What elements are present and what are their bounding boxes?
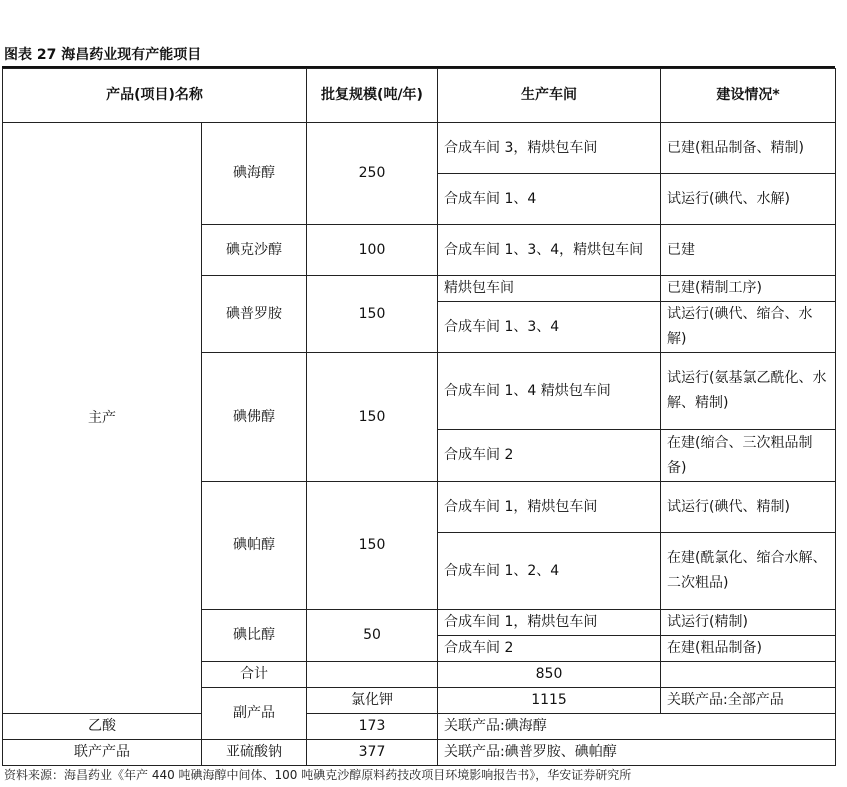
product-name: 碘佛醇 bbox=[202, 353, 307, 482]
status-cell: 在建(粗品制备) bbox=[661, 636, 836, 662]
status-cell: 试运行(碘代、水解) bbox=[661, 174, 836, 225]
workshop-cell: 合成车间 2 bbox=[438, 430, 661, 482]
product-scale: 250 bbox=[307, 123, 438, 225]
product-scale: 377 bbox=[307, 740, 438, 766]
product-scale: 150 bbox=[307, 353, 438, 482]
figure-title: 图表 27 海昌药业现有产能项目 bbox=[4, 47, 202, 63]
status-cell: 已建(粗品制备、精制) bbox=[661, 123, 836, 174]
product-scale: 150 bbox=[307, 482, 438, 610]
status-cell: 在建(酰氯化、缩合水解、二次粗品) bbox=[661, 533, 836, 610]
status-cell: 试运行(氨基氯乙酰化、水解、精制) bbox=[661, 353, 836, 430]
product-name: 乙酸 bbox=[3, 714, 202, 740]
category-coproduct: 联产产品 bbox=[3, 740, 202, 766]
status-cell: 试运行(碘代、精制) bbox=[661, 482, 836, 533]
product-name: 氯化钾 bbox=[307, 688, 438, 714]
table-row bbox=[3, 714, 836, 740]
related-product-note: 关联产品:碘普罗胺、碘帕醇 bbox=[438, 740, 836, 766]
header-workshop: 生产车间 bbox=[438, 69, 661, 123]
product-scale: 1115 bbox=[438, 688, 661, 714]
product-scale: 50 bbox=[307, 610, 438, 662]
workshop-cell: 合成车间 1，精烘包车间 bbox=[438, 482, 661, 533]
product-name: 碘比醇 bbox=[202, 610, 307, 662]
related-product-note: 关联产品:全部产品 bbox=[661, 688, 836, 714]
workshop-cell: 合成车间 1，精烘包车间 bbox=[438, 610, 661, 636]
product-name: 碘帕醇 bbox=[202, 482, 307, 610]
related-product-note: 关联产品:碘海醇 bbox=[438, 714, 836, 740]
header-scale: 批复规模(吨/年) bbox=[307, 69, 438, 123]
workshop-cell: 合成车间 1、4 bbox=[438, 174, 661, 225]
table-row bbox=[3, 123, 836, 174]
workshop-cell: 合成车间 3，精烘包车间 bbox=[438, 123, 661, 174]
total-label: 合计 bbox=[202, 662, 307, 688]
capacity-table bbox=[2, 68, 836, 766]
table-row bbox=[3, 740, 836, 766]
workshop-cell: 合成车间 1、3、4 bbox=[438, 302, 661, 353]
product-scale: 173 bbox=[307, 714, 438, 740]
header-row bbox=[3, 69, 836, 123]
empty-cell bbox=[661, 662, 836, 688]
header-status: 建设情况* bbox=[661, 69, 836, 123]
workshop-cell: 合成车间 2 bbox=[438, 636, 661, 662]
workshop-cell: 合成车间 1、3、4，精烘包车间 bbox=[438, 225, 661, 276]
product-scale: 100 bbox=[307, 225, 438, 276]
empty-cell bbox=[307, 662, 438, 688]
header-product: 产品(项目)名称 bbox=[3, 69, 307, 123]
status-cell: 试运行(精制) bbox=[661, 610, 836, 636]
status-cell: 试运行(碘代、缩合、水解) bbox=[661, 302, 836, 353]
workshop-cell: 合成车间 1、2、4 bbox=[438, 533, 661, 610]
status-cell: 在建(缩合、三次粗品制备) bbox=[661, 430, 836, 482]
product-name: 碘克沙醇 bbox=[202, 225, 307, 276]
total-scale: 850 bbox=[438, 662, 661, 688]
category-main: 主产 bbox=[3, 123, 202, 714]
workshop-cell: 精烘包车间 bbox=[438, 276, 661, 302]
product-name: 碘普罗胺 bbox=[202, 276, 307, 353]
product-scale: 150 bbox=[307, 276, 438, 353]
product-name: 碘海醇 bbox=[202, 123, 307, 225]
product-name: 亚硫酸钠 bbox=[202, 740, 307, 766]
workshop-cell: 合成车间 1、4 精烘包车间 bbox=[438, 353, 661, 430]
source-note: 资料来源：海昌药业《年产 440 吨碘海醇中间体、100 吨碘克沙醇原料药技改项目环境影响报告书》，华安证券研究所 bbox=[4, 768, 632, 782]
status-cell: 已建(精制工序) bbox=[661, 276, 836, 302]
category-byproduct: 副产品 bbox=[202, 688, 307, 740]
status-cell: 已建 bbox=[661, 225, 836, 276]
